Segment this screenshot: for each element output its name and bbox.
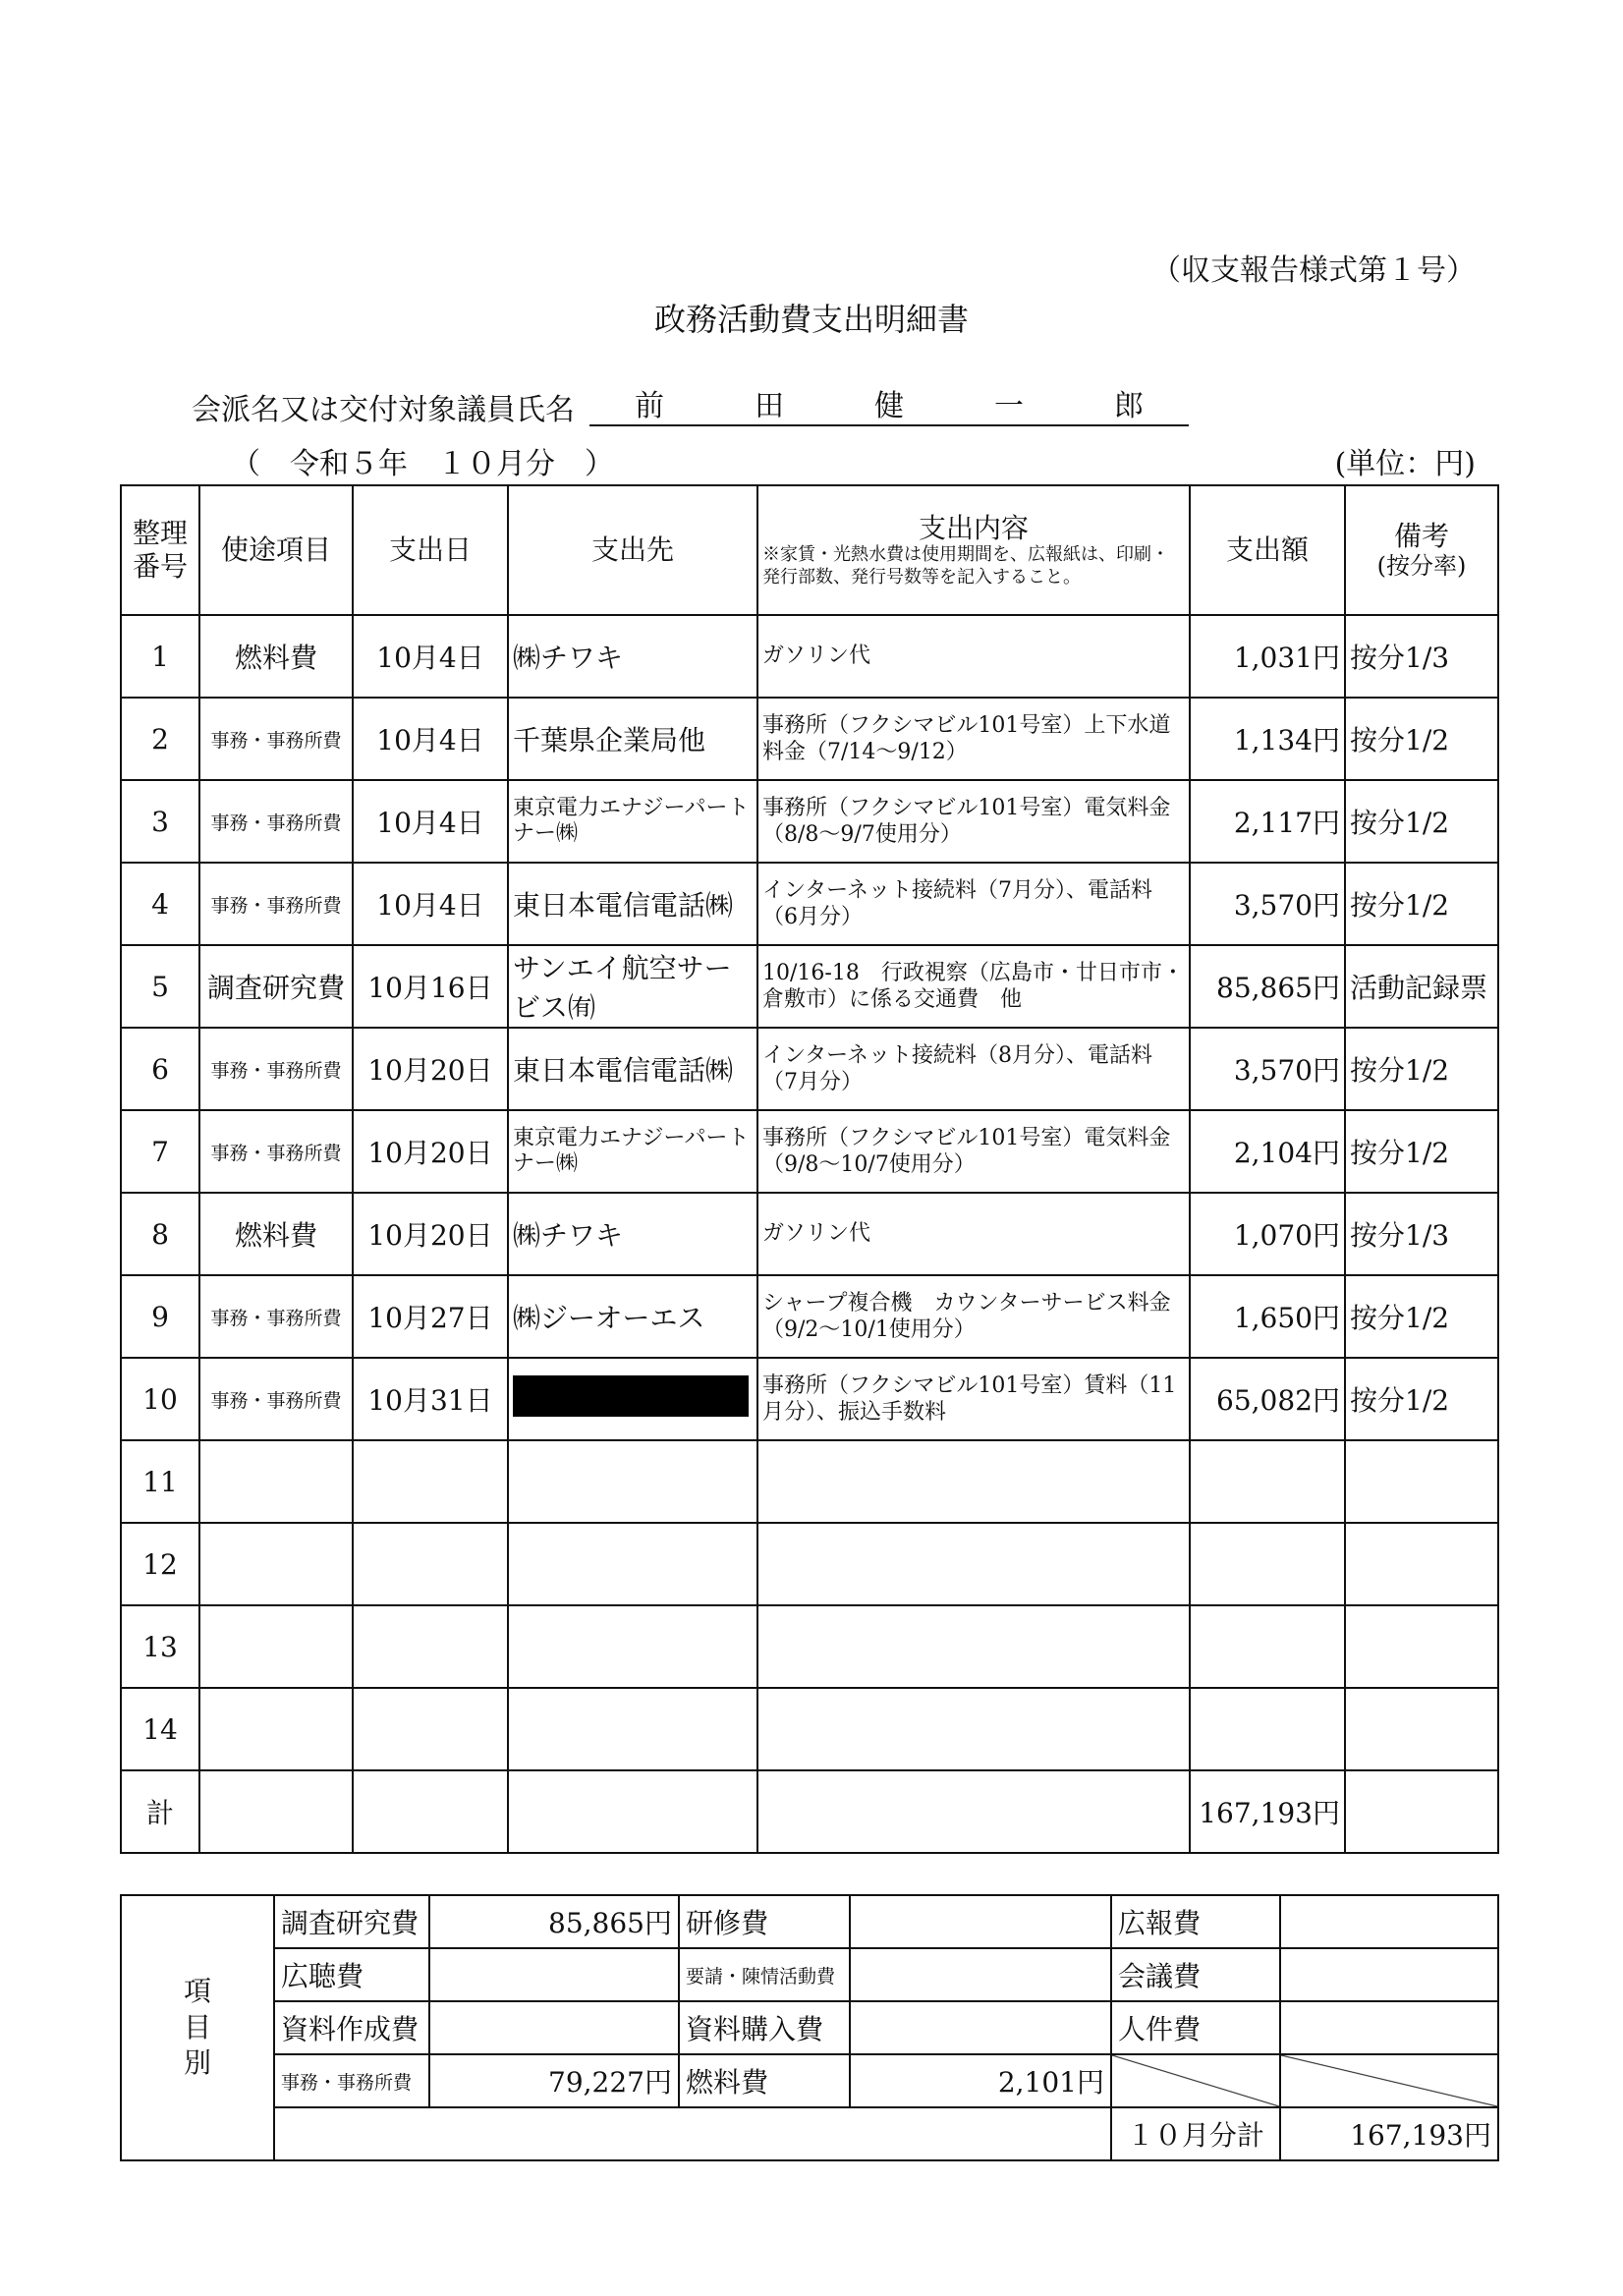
cell-content: インターネット接続料（7月分）、電話料（6月分） [757,863,1190,945]
cell-purpose: 燃料費 [199,1193,353,1275]
name-char: 一 [994,389,1024,423]
cell-date: 10月4日 [353,698,508,780]
fuel-value: 2,101円 [850,2054,1111,2107]
cell-content: ガソリン代 [757,1193,1190,1275]
cell-content [757,1770,1190,1853]
reporting-period: （ 令和５年 １０月分 ） [231,447,614,481]
cell-remarks: 活動記録票 [1345,945,1498,1028]
cell-date: 10月31日 [353,1358,508,1440]
cell-content [757,1688,1190,1770]
cell-amount: 3,570円 [1190,1028,1345,1110]
cell-purpose [199,1440,353,1523]
petition-label: 要請・陳情活動費 [679,1948,850,2001]
cell-remarks: 按分1/2 [1345,1358,1498,1440]
cell-payee [508,1440,757,1523]
office-label: 事務・事務所費 [274,2054,429,2107]
cell-date: 10月20日 [353,1028,508,1110]
table-row [121,945,1498,1028]
cell-date: 10月4日 [353,780,508,863]
fuel-label: 燃料費 [679,2054,850,2107]
cell-remarks: 按分1/2 [1345,1275,1498,1358]
total-row [121,1770,1498,1853]
cell-purpose [199,1605,353,1688]
cell-no: 8 [121,1193,199,1275]
header-payee: 支出先 [508,485,757,615]
header-content [757,485,1190,615]
cell-payee [508,1688,757,1770]
cell-payee [508,1523,757,1605]
table-row [121,1605,1498,1688]
cell-amount [1190,1688,1345,1770]
cell-payee: サンエイ航空サービス㈲ [508,945,757,1028]
table-row [121,1523,1498,1605]
category-total-row [121,2107,1498,2160]
month-total-value: 167,193円 [1280,2107,1498,2160]
staff-value [1280,2001,1498,2054]
cell-purpose: 事務・事務所費 [199,1110,353,1193]
name-label: 会派名又は交付対象議員氏名 [192,393,575,427]
docs-label: 資料作成費 [274,2001,429,2054]
cell-amount [1190,1523,1345,1605]
office-value: 79,227円 [429,2054,679,2107]
header-remarks-label: 備考 [1393,519,1449,552]
cell-payee: ㈱チワキ [508,615,757,698]
cell-payee: 東京電力エナジーパートナー㈱ [508,1110,757,1193]
cell-remarks: 按分1/3 [1345,615,1498,698]
pr-label: 広報費 [1111,1895,1280,1948]
cell-payee: 東日本電信電話㈱ [508,863,757,945]
cell-no: 5 [121,945,199,1028]
cell-payee: 東京電力エナジーパートナー㈱ [508,780,757,863]
cell-date: 10月4日 [353,863,508,945]
cell-payee: 千葉県企業局他 [508,698,757,780]
total-label: 計 [121,1770,199,1853]
cell-payee [508,1358,757,1440]
cell-remarks [1345,1688,1498,1770]
cell-payee: 東日本電信電話㈱ [508,1028,757,1110]
cell-payee: ㈱チワキ [508,1193,757,1275]
cell-date [353,1605,508,1688]
struck-cell [1111,2054,1280,2107]
cell-content: インターネット接続料（8月分）、電話料（7月分） [757,1028,1190,1110]
cell-remarks [1345,1770,1498,1853]
petition-value [850,1948,1111,2001]
table-row [121,1688,1498,1770]
cell-content: ガソリン代 [757,615,1190,698]
document-title: 政務活動費支出明細書 [653,301,969,338]
purchase-value [850,2001,1111,2054]
form-code: （収支報告様式第１号） [1151,253,1476,288]
category-row [121,1948,1498,2001]
cell-amount: 85,865円 [1190,945,1345,1028]
header-no: 整理番号 [121,485,199,615]
cell-payee: ㈱ジーオーエス [508,1275,757,1358]
name-char: 前 [635,389,664,423]
table-header-row [121,485,1498,615]
cell-purpose: 事務・事務所費 [199,1028,353,1110]
cell-content [757,1605,1190,1688]
table-row [121,1358,1498,1440]
cell-purpose: 燃料費 [199,615,353,698]
cell-purpose: 調査研究費 [199,945,353,1028]
cell-no: 4 [121,863,199,945]
meeting-value [1280,1948,1498,2001]
cell-remarks [1345,1440,1498,1523]
cell-no: 6 [121,1028,199,1110]
header-remarks-sub: (按分率) [1376,552,1467,581]
hearing-value [429,1948,679,2001]
meeting-label: 会議費 [1111,1948,1280,2001]
cell-amount: 1,650円 [1190,1275,1345,1358]
header-remarks [1345,485,1498,615]
cell-amount: 1,031円 [1190,615,1345,698]
cell-remarks: 按分1/2 [1345,698,1498,780]
cell-content: 事務所（フクシマビル101号室）電気料金（9/8～10/7使用分） [757,1110,1190,1193]
cell-no: 12 [121,1523,199,1605]
name-char: 健 [874,389,904,423]
cell-content: 事務所（フクシマビル101号室）電気料金（8/8～9/7使用分） [757,780,1190,863]
docs-value [429,2001,679,2054]
table-row [121,1028,1498,1110]
cell-remarks: 按分1/2 [1345,863,1498,945]
table-row [121,1440,1498,1523]
cell-content: 10/16-18 行政視察（広島市・廿日市市・倉敷市）に係る交通費 他 [757,945,1190,1028]
cell-no: 7 [121,1110,199,1193]
training-label: 研修費 [679,1895,850,1948]
table-row [121,698,1498,780]
cell-amount [1190,1605,1345,1688]
cell-amount: 65,082円 [1190,1358,1345,1440]
category-row [121,2001,1498,2054]
staff-label: 人件費 [1111,2001,1280,2054]
cell-payee [508,1770,757,1853]
cell-date: 10月16日 [353,945,508,1028]
cell-no: 13 [121,1605,199,1688]
cell-content: 事務所（フクシマビル101号室）賃料（11月分）、振込手数料 [757,1358,1190,1440]
category-row [121,1895,1498,1948]
name-char: 郎 [1114,389,1144,423]
cell-purpose: 事務・事務所費 [199,863,353,945]
redaction-block [513,1375,749,1417]
cell-purpose: 事務・事務所費 [199,698,353,780]
category-summary-table [120,1894,1499,2161]
cell-date: 10月27日 [353,1275,508,1358]
table-row [121,1110,1498,1193]
hearing-label: 広聴費 [274,1948,429,2001]
cell-amount: 1,134円 [1190,698,1345,780]
category-row [121,2054,1498,2107]
cell-purpose: 事務・事務所費 [199,780,353,863]
cell-purpose: 事務・事務所費 [199,1358,353,1440]
cell-amount: 2,117円 [1190,780,1345,863]
cell-purpose [199,1688,353,1770]
name-char: 田 [755,389,784,423]
cell-remarks [1345,1523,1498,1605]
category-side-label: 項目別 [121,1895,274,2160]
cell-content: 事務所（フクシマビル101号室）上下水道料金（7/14～9/12） [757,698,1190,780]
cell-date: 10月4日 [353,615,508,698]
header-purpose: 使途項目 [199,485,353,615]
cell-content [757,1440,1190,1523]
header-content-note: ※家賃・光熱水費は使用期間を、広報紙は、印刷・発行部数、発行号数等を記入すること。 [762,544,1169,588]
cell-no: 2 [121,698,199,780]
table-row [121,1193,1498,1275]
cell-date [353,1688,508,1770]
cell-content [757,1523,1190,1605]
header-content-label: 支出内容 [918,511,1029,544]
cell-content: シャープ複合機 カウンターサービス料金（9/2～10/1使用分） [757,1275,1190,1358]
cell-amount: 3,570円 [1190,863,1345,945]
cell-amount: 2,104円 [1190,1110,1345,1193]
cell-date: 10月20日 [353,1193,508,1275]
header-amount: 支出額 [1190,485,1345,615]
month-total-label: １０月分計 [1111,2107,1280,2160]
training-value [850,1895,1111,1948]
cell-remarks: 按分1/2 [1345,1110,1498,1193]
struck-cell [1280,2054,1498,2107]
table-row [121,780,1498,863]
header-date: 支出日 [353,485,508,615]
cell-purpose [199,1770,353,1853]
research-value: 85,865円 [429,1895,679,1948]
cell-no: 11 [121,1440,199,1523]
cell-remarks: 按分1/2 [1345,1028,1498,1110]
cell-amount [1190,1440,1345,1523]
cell-date [353,1770,508,1853]
cell-purpose [199,1523,353,1605]
cell-remarks: 按分1/2 [1345,780,1498,863]
table-row [121,1275,1498,1358]
currency-unit: (単位：円) [1334,447,1476,481]
cell-no: 9 [121,1275,199,1358]
expense-detail-table [120,484,1499,1854]
cell-no: 3 [121,780,199,863]
cell-no: 14 [121,1688,199,1770]
member-name [589,383,1189,426]
cell-payee [508,1605,757,1688]
cell-amount: 1,070円 [1190,1193,1345,1275]
cell-remarks [1345,1605,1498,1688]
table-row [121,615,1498,698]
pr-value [1280,1895,1498,1948]
purchase-label: 資料購入費 [679,2001,850,2054]
cell-date [353,1440,508,1523]
blank-cell [274,2107,1111,2160]
total-amount: 167,193円 [1190,1770,1345,1853]
cell-no: 1 [121,615,199,698]
cell-no: 10 [121,1358,199,1440]
table-row [121,863,1498,945]
research-label: 調査研究費 [274,1895,429,1948]
cell-remarks: 按分1/3 [1345,1193,1498,1275]
cell-date [353,1523,508,1605]
cell-purpose: 事務・事務所費 [199,1275,353,1358]
cell-date: 10月20日 [353,1110,508,1193]
